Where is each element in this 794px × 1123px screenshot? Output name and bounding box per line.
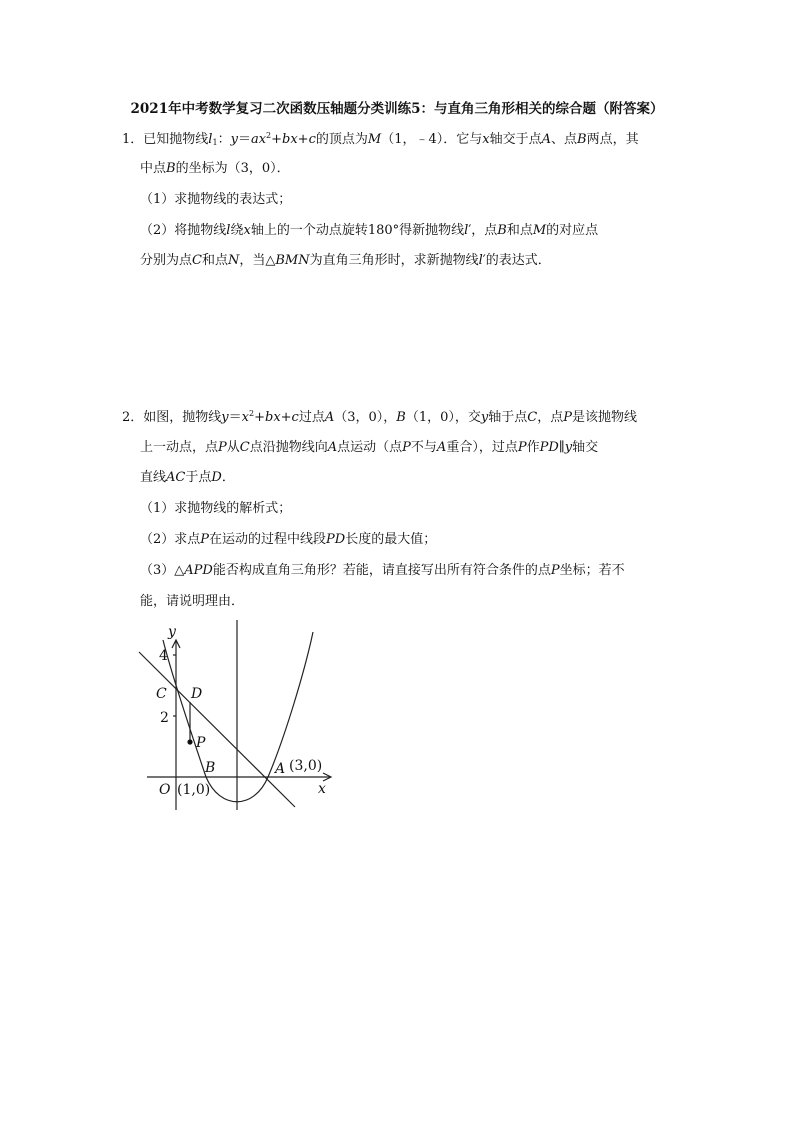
q2-part-2: （2）求点P在运动的过程中线段PD长度的最大值； [140,532,437,547]
q2-part-1: （1）求抛物线的解析式； [140,501,292,516]
q1-part-2-cont: 分别为点C和点N，当△BMN为直角三角形时，求新抛物线l′的表达式． [140,253,551,268]
q1-line-2: 中点B的坐标为（3，0）． [140,161,290,176]
q2-line-2: 上一动点，点P从C点沿抛物线向A点运动（点P不与A重合），过点P作PD∥y轴交 [140,440,599,455]
q2-part-3: （3）△APD能否构成直角三角形？若能，请直接写出所有符合条件的点P坐标；若不 [140,563,625,578]
label-b-coord: (1,0) [177,782,211,798]
label-d: D [191,686,203,702]
parabola-figure [135,612,340,817]
q2-line-3: 直线AC于点D． [140,470,235,485]
label-a-coord: (3,0) [289,758,323,774]
label-a: A [275,761,286,777]
point-p [187,739,192,744]
q2-part-3-cont: 能，请说明理由． [140,594,245,609]
label-b: B [205,760,216,776]
parabola-curve [163,632,313,802]
q2-line-1: 2．如图，抛物线$y=x^2+bx+c$过点A（3，0），B（1，0），交y轴于点C，点P是该抛物线 [122,409,638,425]
label-y: y [168,624,176,640]
q1-number: 1． [122,132,144,147]
q2-number: 2． [122,410,144,425]
label-o: O [159,782,171,798]
label-x: x [318,781,326,797]
label-p: P [196,735,206,751]
q1-part-2: （2）将抛物线l绕x轴上的一个动点旋转180°得新抛物线l′，点B和点M的对应点 [140,223,599,238]
page-title: 2021年中考数学复习二次函数压轴题分类训练5：与直角三角形相关的综合题（附答案） [130,101,664,117]
q1-part-1: （1）求抛物线的表达式； [140,192,292,207]
label-c: C [156,686,167,702]
label-4: 4 [159,648,168,664]
q1-line-1: 1．已知抛物线$l_1$：$y=ax^2+bx+c$的顶点为M（1，﹣4）．它与x轴交于点A、点B两点，其 [122,131,639,147]
label-2: 2 [160,710,169,726]
